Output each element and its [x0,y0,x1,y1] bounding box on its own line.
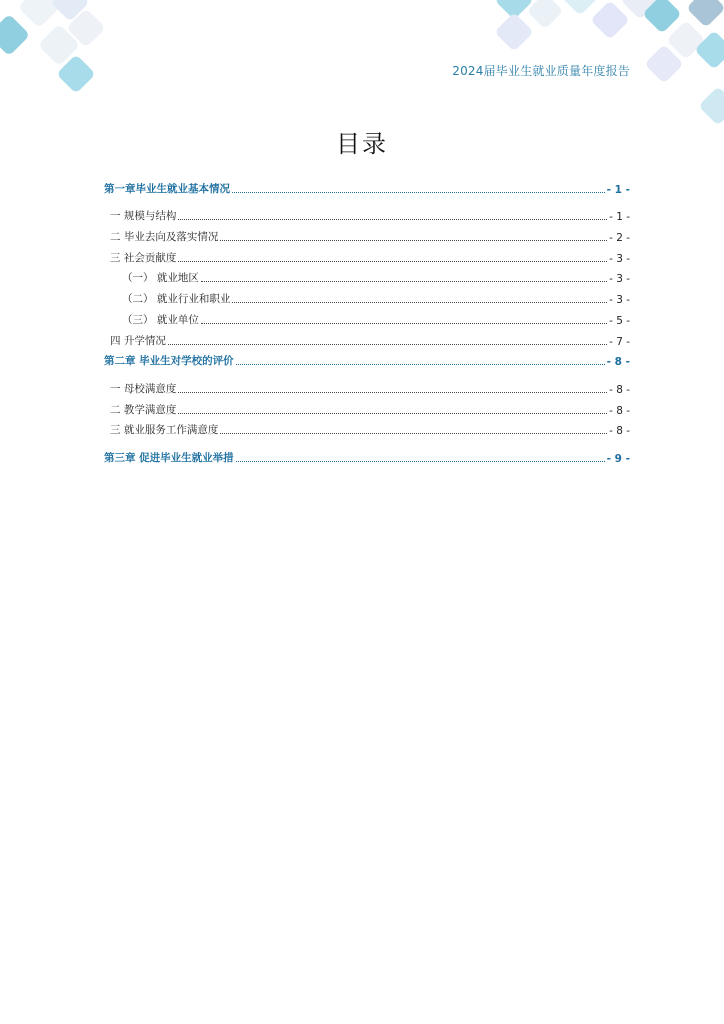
toc-entry[interactable] [104,417,630,438]
toc-entry-label: 三 就业服务工作满意度 [110,424,219,437]
toc-entry-chapter-2[interactable] [104,348,630,369]
toc-entry-page: - 1 - [609,211,630,224]
toc-entry-page: - 3 - [609,273,630,286]
toc-entry-page: - 8 - [609,425,630,438]
deco-tile [66,8,106,48]
toc-entry-page: - 3 - [609,252,630,265]
table-of-contents [104,175,630,465]
toc-leader-dots [232,192,605,193]
deco-tile [0,14,30,56]
toc-title: 目录 [336,130,388,158]
deco-tile [590,0,630,40]
toc-leader-dots [168,344,607,345]
deco-tile [56,54,96,94]
deco-tile [18,0,60,28]
toc-entry-label: 一 母校满意度 [110,382,177,395]
toc-entry-label: 四 升学情况 [110,334,166,347]
toc-leader-dots [220,240,607,241]
deco-tile [686,0,724,28]
toc-entry-page: - 8 - [606,356,630,369]
toc-leader-dots [178,219,607,220]
deco-tile [666,20,706,60]
toc-entry-page: - 8 - [609,404,630,417]
toc-entry-label: （三） 就业单位 [122,313,199,326]
deco-tile [494,12,534,52]
toc-entry-label: 二 毕业去向及落实情况 [110,231,219,244]
toc-entry[interactable] [104,265,630,286]
toc-entry-label: 第三章 促进毕业生就业举措 [104,451,234,464]
deco-tile [642,0,682,34]
toc-leader-dots [201,281,607,282]
toc-entry-label: 第二章 毕业生对学校的评价 [104,355,234,368]
deco-tile [620,0,660,20]
deco-tile [50,0,90,22]
toc-entry-label: 三 社会贡献度 [110,251,177,264]
deco-tile [494,0,534,20]
toc-leader-dots [236,364,605,365]
toc-leader-dots [232,302,607,303]
toc-entry-chapter-1[interactable] [104,175,630,196]
toc-entry[interactable] [104,375,630,396]
toc-leader-dots [178,261,607,262]
toc-leader-dots [178,413,607,414]
deco-tile [698,86,724,126]
toc-entry-label: 第一章毕业生就业基本情况 [104,182,230,195]
toc-entry[interactable] [104,396,630,417]
toc-entry-label: （一） 就业地区 [122,272,199,285]
toc-entry-page: - 1 - [606,183,630,196]
toc-entry-page: - 8 - [609,383,630,396]
toc-entry-chapter-3[interactable] [104,444,630,465]
report-header-title: 2024届毕业生就业质量年度报告 [452,64,630,78]
toc-entry[interactable] [104,203,630,224]
toc-entry-page: - 7 - [609,335,630,348]
deco-tile [527,0,564,29]
toc-entry-page: - 9 - [606,452,630,465]
toc-leader-dots [220,433,607,434]
toc-entry[interactable] [104,327,630,348]
deco-tile [694,30,724,70]
toc-entry-page: - 5 - [609,314,630,327]
toc-entry-label: 二 教学满意度 [110,403,177,416]
toc-leader-dots [236,461,605,462]
deco-tile [38,24,80,66]
toc-entry-page: - 3 - [609,294,630,307]
toc-leader-dots [178,392,607,393]
toc-entry[interactable] [104,244,630,265]
deco-tile [560,0,600,16]
toc-entry-page: - 2 - [609,232,630,245]
deco-tile [644,44,684,84]
toc-leader-dots [201,323,607,324]
toc-entry[interactable] [104,223,630,244]
toc-entry-label: 一 规模与结构 [110,210,177,223]
toc-entry[interactable] [104,306,630,327]
toc-entry-label: （二） 就业行业和职业 [122,293,231,306]
toc-entry[interactable] [104,285,630,306]
